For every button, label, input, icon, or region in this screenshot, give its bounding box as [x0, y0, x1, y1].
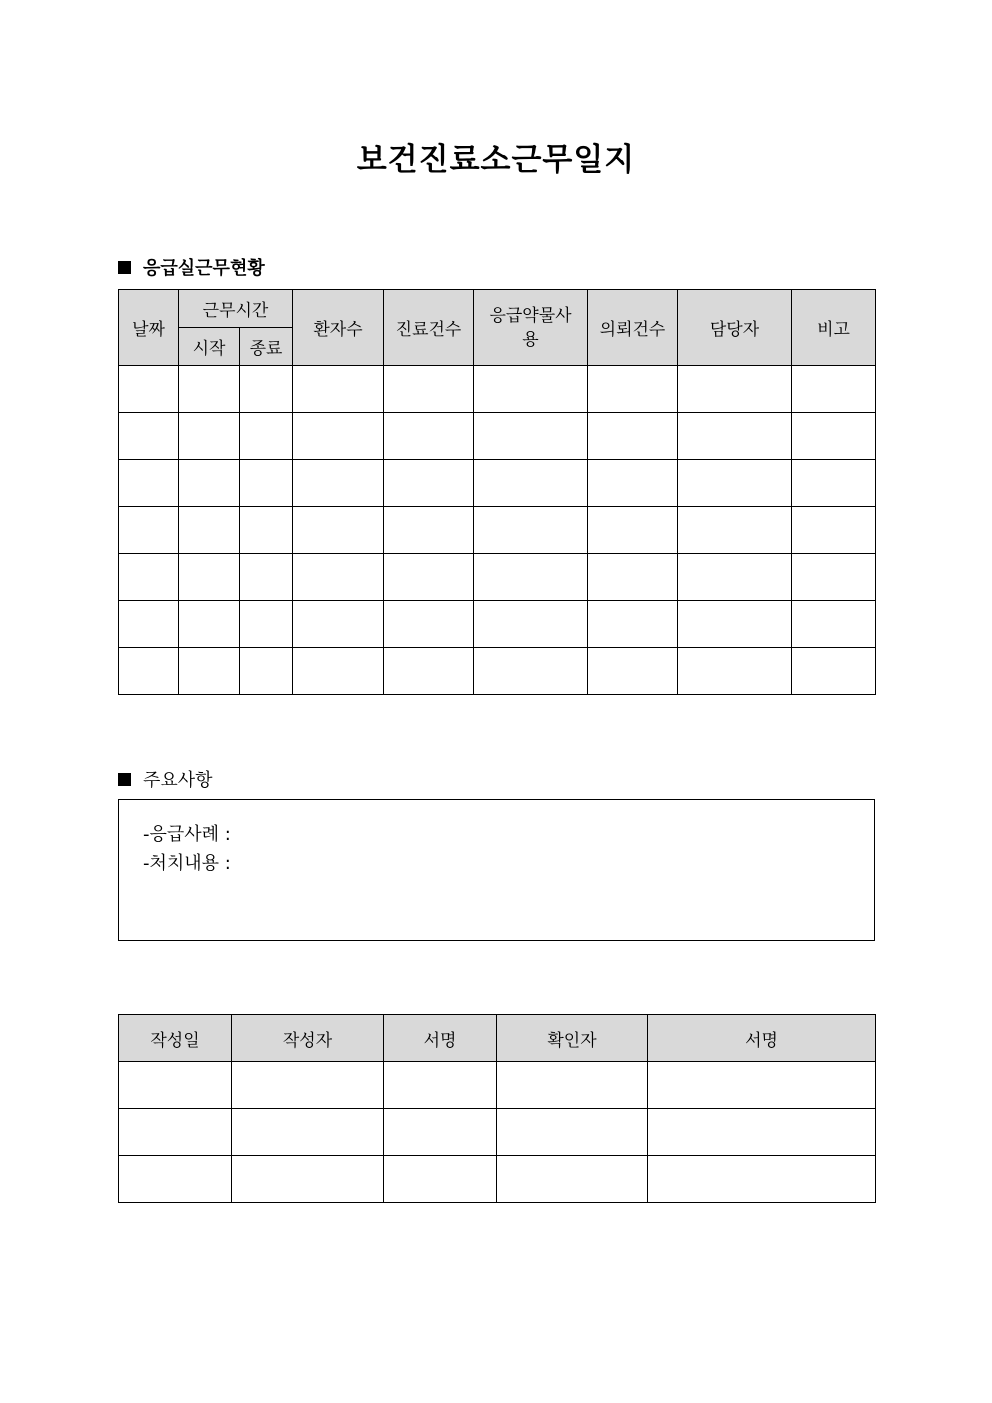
- table-cell[interactable]: [119, 648, 179, 695]
- header-patients: 환자수: [293, 290, 384, 366]
- header-work-hours: 근무시간: [179, 290, 293, 328]
- table-cell[interactable]: [792, 366, 876, 413]
- table-cell[interactable]: [293, 554, 384, 601]
- table-cell[interactable]: [240, 366, 293, 413]
- table-cell[interactable]: [240, 648, 293, 695]
- table-row: [119, 460, 876, 507]
- table-row: [119, 648, 876, 695]
- table-cell[interactable]: [678, 413, 792, 460]
- table-cell[interactable]: [792, 648, 876, 695]
- table-row: [119, 554, 876, 601]
- table-cell[interactable]: [384, 366, 474, 413]
- table-cell[interactable]: [588, 554, 678, 601]
- table-cell[interactable]: [119, 413, 179, 460]
- table-cell[interactable]: [474, 648, 588, 695]
- table-cell[interactable]: [678, 460, 792, 507]
- table-cell[interactable]: [179, 554, 240, 601]
- header-referrals: 의뢰건수: [588, 290, 678, 366]
- header-start: 시작: [179, 328, 240, 366]
- table-cell[interactable]: [588, 413, 678, 460]
- table-cell[interactable]: [384, 1156, 497, 1203]
- table-cell[interactable]: [119, 554, 179, 601]
- table-cell[interactable]: [678, 507, 792, 554]
- table-cell[interactable]: [474, 413, 588, 460]
- header-writer: 작성자: [232, 1015, 384, 1062]
- header-remarks: 비고: [792, 290, 876, 366]
- table-cell[interactable]: [119, 1062, 232, 1109]
- treatment-details-line: -처치내용 :: [143, 853, 231, 874]
- table-cell[interactable]: [384, 601, 474, 648]
- section-heading-label: 주요사항: [143, 770, 213, 791]
- table-row: [119, 1156, 876, 1203]
- table-cell[interactable]: [384, 413, 474, 460]
- table-cell[interactable]: [293, 601, 384, 648]
- table-cell[interactable]: [474, 601, 588, 648]
- section-heading-key-matters: [118, 766, 213, 792]
- table-cell[interactable]: [119, 1156, 232, 1203]
- table-cell[interactable]: [240, 507, 293, 554]
- header-confirmer: 확인자: [497, 1015, 648, 1062]
- table-cell[interactable]: [588, 507, 678, 554]
- table-cell[interactable]: [240, 460, 293, 507]
- table-cell[interactable]: [474, 507, 588, 554]
- table-cell[interactable]: [792, 413, 876, 460]
- header-end: 종료: [240, 328, 293, 366]
- emergency-work-table: [118, 289, 876, 695]
- section-heading-emergency-status: [118, 254, 265, 280]
- table-cell[interactable]: [179, 460, 240, 507]
- document-title: 보건진료소근무일지: [356, 142, 636, 178]
- table-cell[interactable]: [648, 1109, 876, 1156]
- table-cell[interactable]: [678, 648, 792, 695]
- table-cell[interactable]: [588, 366, 678, 413]
- table-cell[interactable]: [240, 554, 293, 601]
- table-cell[interactable]: [474, 554, 588, 601]
- table-cell[interactable]: [588, 601, 678, 648]
- table-row: [119, 507, 876, 554]
- table-cell[interactable]: [792, 601, 876, 648]
- table-cell[interactable]: [293, 366, 384, 413]
- key-matters-box[interactable]: [118, 799, 875, 941]
- table-cell[interactable]: [474, 366, 588, 413]
- table-cell[interactable]: [240, 601, 293, 648]
- table-cell[interactable]: [179, 601, 240, 648]
- table-cell[interactable]: [497, 1109, 648, 1156]
- table-cell[interactable]: [648, 1062, 876, 1109]
- table-cell[interactable]: [293, 507, 384, 554]
- table-cell[interactable]: [119, 366, 179, 413]
- table-cell[interactable]: [179, 507, 240, 554]
- square-bullet-icon: [118, 773, 131, 786]
- table-cell[interactable]: [588, 648, 678, 695]
- header-signature: 서명: [384, 1015, 497, 1062]
- table-row: [119, 413, 876, 460]
- table-cell[interactable]: [119, 1109, 232, 1156]
- table-cell[interactable]: [384, 648, 474, 695]
- table-cell[interactable]: [179, 413, 240, 460]
- table-row: [119, 366, 876, 413]
- header-date: 날짜: [119, 290, 179, 366]
- table-cell[interactable]: [588, 460, 678, 507]
- table-cell[interactable]: [232, 1156, 384, 1203]
- table-cell[interactable]: [792, 460, 876, 507]
- square-bullet-icon: [118, 261, 131, 274]
- table-cell[interactable]: [474, 460, 588, 507]
- table-cell[interactable]: [119, 507, 179, 554]
- table-cell[interactable]: [384, 554, 474, 601]
- table-cell[interactable]: [293, 648, 384, 695]
- header-person-in-charge: 담당자: [678, 290, 792, 366]
- emergency-case-line: -응급사례 :: [143, 824, 231, 845]
- table-cell[interactable]: [232, 1062, 384, 1109]
- table-cell[interactable]: [293, 413, 384, 460]
- table-cell[interactable]: [497, 1156, 648, 1203]
- table-cell[interactable]: [497, 1062, 648, 1109]
- table-cell[interactable]: [240, 413, 293, 460]
- section-heading-label: 응급실근무현황: [143, 258, 265, 279]
- table-cell[interactable]: [179, 366, 240, 413]
- table-cell[interactable]: [678, 554, 792, 601]
- table-cell[interactable]: [678, 601, 792, 648]
- signature-table: [118, 1014, 876, 1203]
- table-row: [119, 1109, 876, 1156]
- table-cell[interactable]: [384, 1109, 497, 1156]
- table-cell[interactable]: [179, 648, 240, 695]
- table-cell[interactable]: [119, 601, 179, 648]
- header-emergency-drugs-line2: 용: [522, 329, 539, 350]
- table-cell[interactable]: [384, 460, 474, 507]
- table-cell[interactable]: [648, 1156, 876, 1203]
- header-emergency-drugs: [474, 290, 588, 366]
- table-cell[interactable]: [792, 554, 876, 601]
- table-cell[interactable]: [792, 507, 876, 554]
- table-cell[interactable]: [293, 460, 384, 507]
- header-signature: 서명: [648, 1015, 876, 1062]
- header-written-date: 작성일: [119, 1015, 232, 1062]
- table-row: [119, 1062, 876, 1109]
- header-emergency-drugs-line1: 응급약물사: [489, 305, 572, 326]
- table-cell[interactable]: [384, 507, 474, 554]
- table-cell[interactable]: [678, 366, 792, 413]
- table-cell[interactable]: [232, 1109, 384, 1156]
- table-cell[interactable]: [384, 1062, 497, 1109]
- header-treatments: 진료건수: [384, 290, 474, 366]
- table-cell[interactable]: [119, 460, 179, 507]
- table-row: [119, 601, 876, 648]
